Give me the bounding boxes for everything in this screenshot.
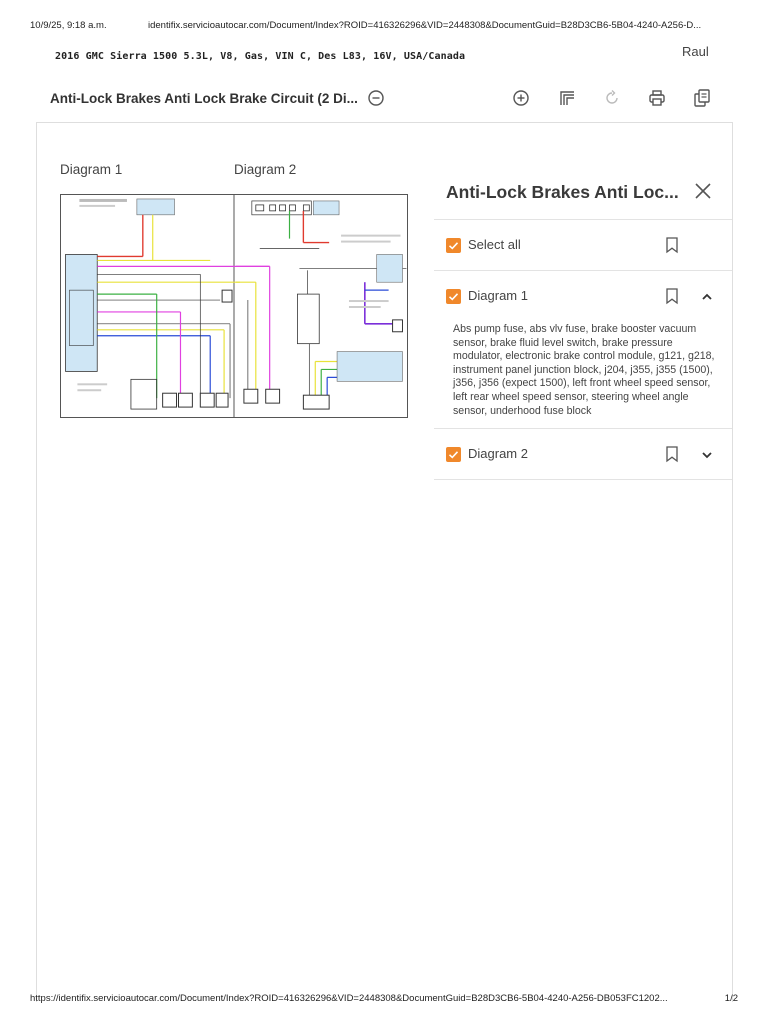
minus-circle-icon[interactable] bbox=[367, 89, 385, 107]
diagram-1-label[interactable]: Diagram 1 bbox=[60, 162, 123, 177]
bookmark-icon[interactable] bbox=[664, 287, 680, 305]
copy-icon[interactable] bbox=[692, 88, 712, 108]
print-footer-url: https://identifix.servicioautocar.com/Document/Index?ROID=416326296&VID=2448308&DocumentGuid=B28D3CB6-5B04-4240-A256-DB053FC1202... bbox=[30, 993, 668, 1004]
diagram-1-description: Abs pump fuse, abs vlv fuse, brake booster vacuum sensor, brake fluid level switch, brake pressure modulator, electronic brake control module, g121, g218, instrument panel junction block, j204, j355, j355 (1500), j356, j356 (expect 1500), left front wheel speed sensor, left rear wheel speed sensor, steering wheel angle sensor, underhood fuse block bbox=[453, 323, 715, 417]
wiring-diagram-canvas bbox=[61, 195, 407, 417]
diagram-1-item-label[interactable]: Diagram 1 bbox=[468, 288, 528, 303]
print-datetime: 10/9/25, 9:18 a.m. bbox=[30, 20, 107, 31]
document-toolbar bbox=[50, 88, 720, 112]
divider bbox=[434, 479, 732, 480]
page-number: 1/2 bbox=[724, 993, 738, 1004]
plus-circle-icon[interactable] bbox=[511, 88, 531, 108]
print-url: identifix.servicioautocar.com/Document/Index?ROID=416326296&VID=2448308&DocumentGuid=B28D3CB6-5B04-4240-A256-D... bbox=[148, 20, 702, 31]
bookmark-icon[interactable] bbox=[664, 236, 680, 254]
chevron-down-icon[interactable] bbox=[700, 448, 714, 462]
user-name[interactable]: Raul bbox=[682, 44, 709, 59]
refresh-icon[interactable] bbox=[602, 88, 622, 108]
diagram-2-checkbox[interactable] bbox=[446, 447, 461, 462]
chevron-up-icon[interactable] bbox=[700, 290, 714, 304]
diagram-2-label[interactable]: Diagram 2 bbox=[234, 162, 297, 177]
diagram-1-checkbox[interactable] bbox=[446, 289, 461, 304]
select-all-label[interactable]: Select all bbox=[468, 237, 521, 252]
select-all-row bbox=[434, 220, 732, 270]
diagram-2-item-label[interactable]: Diagram 2 bbox=[468, 446, 528, 462]
document-title: Anti-Lock Brakes Anti Lock Brake Circuit (2 Di... bbox=[50, 91, 358, 106]
bookmark-icon[interactable] bbox=[664, 445, 680, 463]
wiring-diagram[interactable] bbox=[60, 194, 408, 418]
vehicle-description: 2016 GMC Sierra 1500 5.3L, V8, Gas, VIN C, Des L83, 16V, USA/Canada bbox=[55, 51, 466, 62]
print-icon[interactable] bbox=[647, 88, 667, 108]
side-panel-title: Anti-Lock Brakes Anti Loc... bbox=[446, 182, 679, 202]
select-all-checkbox[interactable] bbox=[446, 238, 461, 253]
diagram-side-panel bbox=[434, 168, 732, 480]
diagram-1-row bbox=[434, 271, 732, 321]
diagram-2-row bbox=[434, 429, 732, 479]
close-icon[interactable] bbox=[692, 180, 714, 202]
layers-icon[interactable] bbox=[557, 88, 577, 108]
side-panel-header bbox=[434, 168, 732, 220]
